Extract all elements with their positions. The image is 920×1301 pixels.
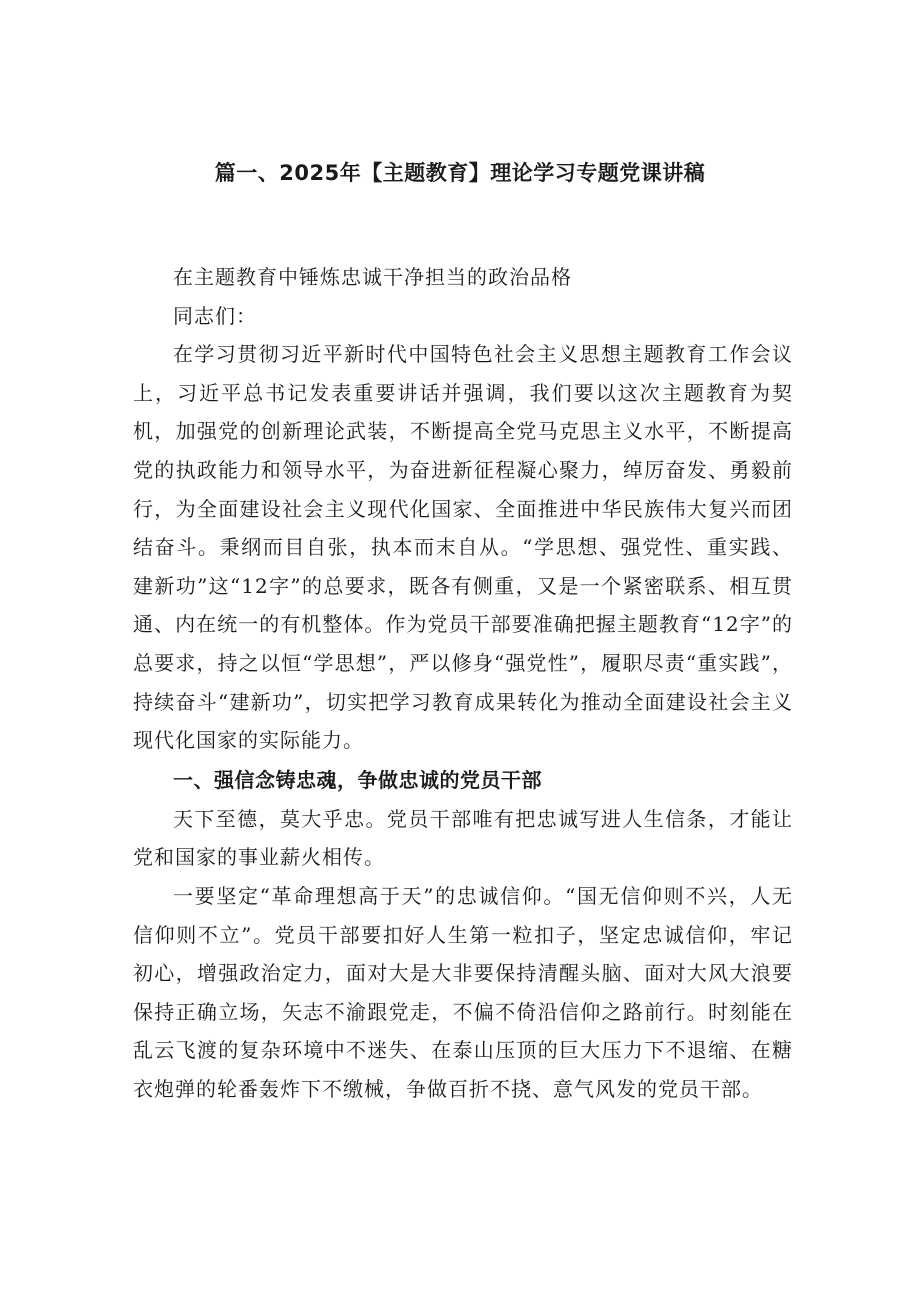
- document-body: [133, 258, 793, 1108]
- salutation: 同志们：: [173, 303, 257, 328]
- document-title: 篇一、2025年【主题教育】理论学习专题党课讲稿: [214, 161, 706, 185]
- section-paragraph: 一要坚定“革命理想高于天”的忠诚信仰。“国无信仰则不兴，人无信仰则不立”。党员干部要扣好人生第一粒扣子，坚定忠诚信仰，牢记初心，增强政治定力，面对大是大非要保持清醒头脑、面对大风大浪要保持正确立场，矢志不渝跟党走，不偏不倚沿信仰之路前行。时刻能在乱云飞渡的复杂环境中不迷失、在泰山压顶的巨大压力下不退缩、在糖衣炮弹的轮番轰炸下不缴械，争做百折不挠、意气风发的党员干部。: [133, 883, 793, 1101]
- document-subtitle: 在主题教育中锤炼忠诚干净担当的政治品格: [173, 265, 572, 289]
- section-heading: 一、强信念铸忠魂，争做忠诚的党员干部: [173, 767, 542, 792]
- intro-paragraph: 在学习贯彻习近平新时代中国特色社会主义思想主题教育工作会议上，习近平总书记发表重要讲话并强调，我们要以这次主题教育为契机，加强党的创新理论武装，不断提高全党马克思主义水平，不断提高党的执政能力和领导水平，为奋进新征程凝心聚力，绰厉奋发、勇毅前行，为全面建设社会主义现代化国家、全面推进中华民族伟大复兴而团结奋斗。秉纲而目自张，执本而末自从。“学思想、强党性、重实践、建新功”这“12字”的总要求，既各有侧重，又是一个紧密联系、相互贯通、内在统一的有机整体。作为党员干部要准确把握主题教育“12字”的总要求，持之以恒“学思想”，严以修身“强党性”，履职尽责“重实践”，持续奋斗“建新功”，切实把学习教育成果转化为推动全面建设社会主义现代化国家的实际能力。: [133, 342, 793, 753]
- section-paragraph: 天下至德，莫大乎忠。党员干部唯有把忠诚写进人生信条，才能让党和国家的事业薪火相传。: [133, 806, 793, 870]
